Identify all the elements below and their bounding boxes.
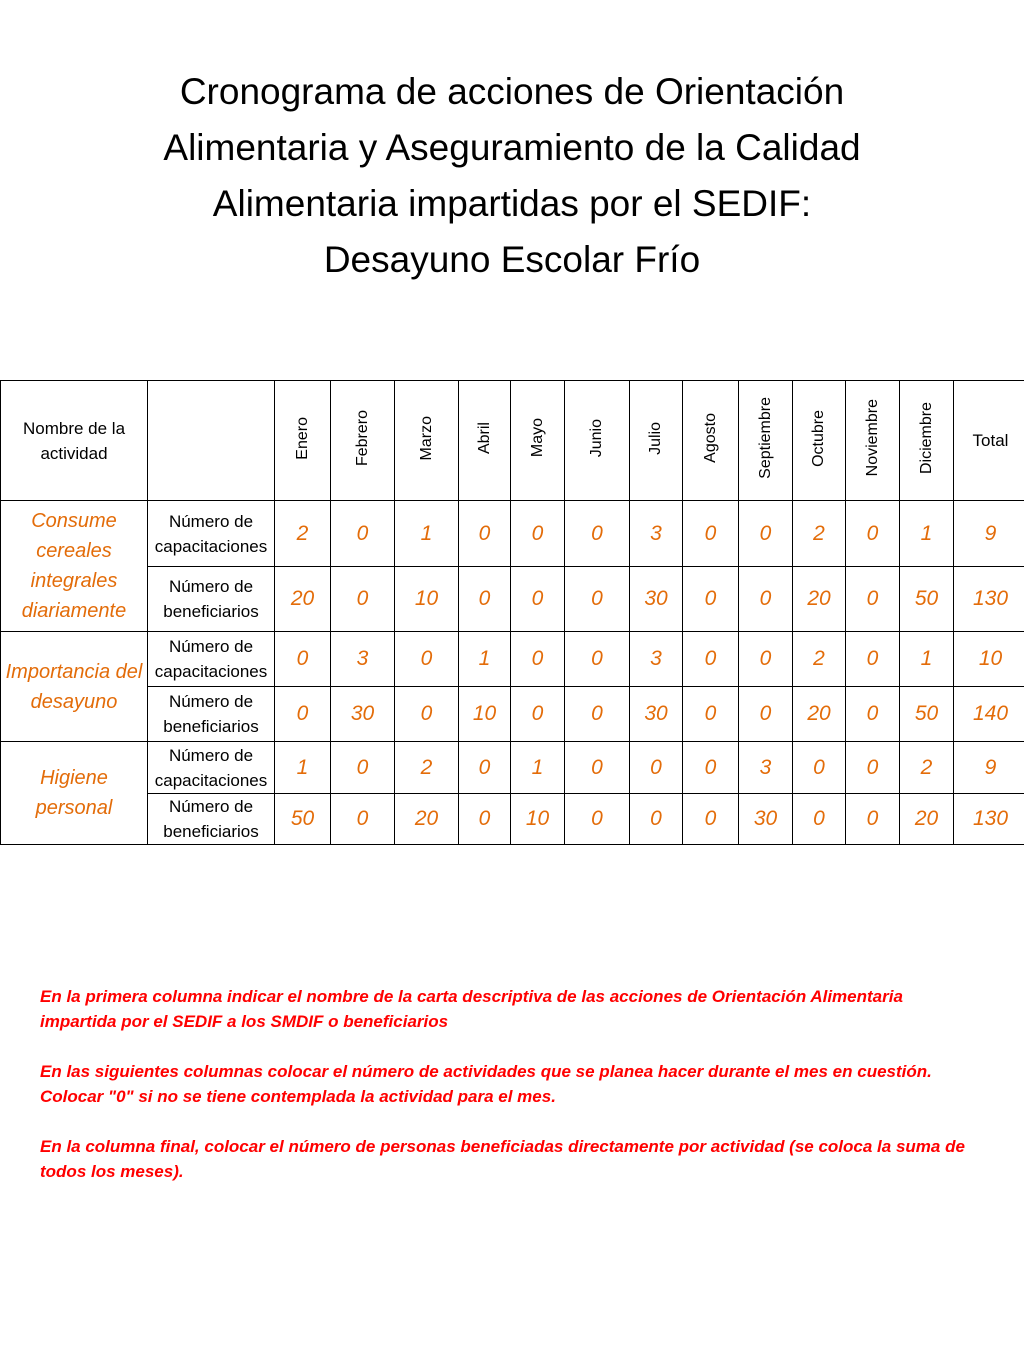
month-label: Septiembre: [756, 397, 774, 479]
month-value-cell: 2: [395, 742, 459, 794]
metric-label: Número de beneficiarios: [148, 794, 275, 845]
month-label: Octubre: [810, 409, 827, 467]
month-label: Diciembre: [917, 401, 935, 474]
month-value-cell: 0: [630, 742, 683, 794]
metric-label: Número de beneficiarios: [148, 567, 275, 632]
activity-name: Importancia del desayuno: [1, 632, 148, 742]
header-month: [275, 381, 331, 501]
month-value-cell: 0: [565, 687, 630, 742]
table-row: [1, 742, 1024, 794]
month-value-cell: 0: [565, 632, 630, 687]
month-value-cell: 20: [793, 567, 846, 632]
title-line: Alimentaria impartidas por el SEDIF:: [212, 183, 812, 224]
month-value-cell: 0: [846, 567, 900, 632]
month-value-cell: 0: [739, 687, 793, 742]
month-value-cell: 10: [395, 567, 459, 632]
activity-name: Consume cereales integrales diariamente: [1, 501, 148, 632]
month-value-cell: 50: [900, 567, 954, 632]
metric-label: Número de capacitaciones: [148, 501, 275, 567]
total-value-cell: 140: [954, 687, 1024, 742]
month-value-cell: 0: [565, 501, 630, 567]
month-value-cell: 20: [793, 687, 846, 742]
total-value-cell: 130: [954, 567, 1024, 632]
month-value-cell: 0: [739, 501, 793, 567]
month-value-cell: 0: [846, 794, 900, 845]
month-value-cell: 20: [275, 567, 331, 632]
month-label: Marzo: [417, 415, 435, 461]
title-line: Desayuno Escolar Frío: [323, 239, 701, 280]
month-value-cell: 0: [331, 567, 395, 632]
metric-label: Número de beneficiarios: [148, 687, 275, 742]
month-value-cell: 0: [683, 687, 739, 742]
header-month: [793, 381, 846, 501]
month-value-cell: 0: [459, 742, 511, 794]
schedule-table: [0, 380, 1024, 845]
header-month: [630, 381, 683, 501]
header-month: [395, 381, 459, 501]
month-label: Agosto: [701, 413, 719, 463]
month-value-cell: 0: [793, 742, 846, 794]
month-value-cell: 2: [275, 501, 331, 567]
month-value-cell: 0: [683, 567, 739, 632]
month-value-cell: 0: [459, 794, 511, 845]
month-value-cell: 50: [900, 687, 954, 742]
page-title: [40, 64, 984, 288]
header-month: [900, 381, 954, 501]
instructions-note: [40, 984, 984, 1209]
month-value-cell: 2: [900, 742, 954, 794]
table-row: [1, 632, 1024, 687]
table-row: [1, 501, 1024, 567]
month-label: Mayo: [528, 418, 546, 458]
month-label: Enero: [293, 416, 311, 460]
month-value-cell: 0: [511, 567, 565, 632]
month-value-cell: 2: [793, 501, 846, 567]
month-label: Junio: [588, 418, 605, 458]
note-paragraph: En la primera columna indicar el nombre de la carta descriptiva de las acciones de Orientación Alimentaria impartida por el SEDIF a los SMDIF o beneficiarios: [40, 987, 903, 1031]
month-value-cell: 1: [900, 501, 954, 567]
month-value-cell: 0: [565, 794, 630, 845]
month-value-cell: 0: [331, 742, 395, 794]
note-paragraph: En la columna final, colocar el número de personas beneficiadas directamente por actividad (se coloca la suma de todos los meses).: [40, 1137, 965, 1181]
month-value-cell: 0: [683, 794, 739, 845]
header-metric: [148, 381, 275, 501]
month-value-cell: 3: [331, 632, 395, 687]
header-month: [739, 381, 793, 501]
header-month: [331, 381, 395, 501]
month-value-cell: 3: [739, 742, 793, 794]
month-value-cell: 0: [565, 567, 630, 632]
table-row: [1, 567, 1024, 632]
month-value-cell: 0: [846, 632, 900, 687]
month-label: Abril: [475, 421, 493, 454]
title-line: Cronograma de acciones de Orientación: [179, 71, 845, 112]
month-value-cell: 0: [331, 794, 395, 845]
month-value-cell: 0: [683, 742, 739, 794]
month-value-cell: 20: [900, 794, 954, 845]
month-label: Julio: [647, 421, 664, 455]
month-value-cell: 0: [739, 632, 793, 687]
total-value-cell: 9: [954, 742, 1024, 794]
month-value-cell: 0: [683, 632, 739, 687]
header-month: [683, 381, 739, 501]
month-value-cell: 0: [275, 632, 331, 687]
total-value-cell: 10: [954, 632, 1024, 687]
table-body: [1, 501, 1024, 845]
month-value-cell: 0: [739, 567, 793, 632]
month-value-cell: 1: [395, 501, 459, 567]
month-value-cell: 30: [739, 794, 793, 845]
month-value-cell: 0: [331, 501, 395, 567]
month-value-cell: 0: [846, 742, 900, 794]
month-value-cell: 0: [793, 794, 846, 845]
month-value-cell: 30: [630, 687, 683, 742]
month-value-cell: 0: [275, 687, 331, 742]
header-month: [565, 381, 630, 501]
title-line: Alimentaria y Aseguramiento de la Calidad: [163, 127, 861, 168]
month-value-cell: 0: [846, 687, 900, 742]
header-month: [846, 381, 900, 501]
month-value-cell: 0: [395, 687, 459, 742]
table-row: [1, 687, 1024, 742]
header-month: [459, 381, 511, 501]
month-value-cell: 30: [331, 687, 395, 742]
total-value-cell: 9: [954, 501, 1024, 567]
header-total: Total: [954, 381, 1024, 501]
month-value-cell: 0: [511, 501, 565, 567]
month-value-cell: 0: [459, 567, 511, 632]
month-value-cell: 0: [459, 501, 511, 567]
month-value-cell: 0: [395, 632, 459, 687]
month-value-cell: 10: [459, 687, 511, 742]
month-value-cell: 20: [395, 794, 459, 845]
month-value-cell: 1: [275, 742, 331, 794]
note-paragraph: En las siguientes columnas colocar el número de actividades que se planea hacer durante el mes en cuestión. Colocar "0" si no se tiene contemplada la actividad para el mes.: [40, 1062, 932, 1106]
month-value-cell: 10: [511, 794, 565, 845]
month-label: Febrero: [353, 409, 371, 467]
metric-label: Número de capacitaciones: [148, 632, 275, 687]
month-value-cell: 1: [459, 632, 511, 687]
month-value-cell: 30: [630, 567, 683, 632]
month-value-cell: 0: [683, 501, 739, 567]
month-value-cell: 0: [565, 742, 630, 794]
month-value-cell: 0: [511, 632, 565, 687]
header-row: [1, 381, 1024, 501]
month-value-cell: 3: [630, 632, 683, 687]
month-value-cell: 3: [630, 501, 683, 567]
metric-label: Número de capacitaciones: [148, 742, 275, 794]
month-value-cell: 1: [511, 742, 565, 794]
month-value-cell: 2: [793, 632, 846, 687]
total-value-cell: 130: [954, 794, 1024, 845]
activity-name: Higiene personal: [1, 742, 148, 845]
header-month: [511, 381, 565, 501]
month-value-cell: 0: [630, 794, 683, 845]
header-activity-name: Nombre de la actividad: [1, 381, 148, 501]
month-value-cell: 1: [900, 632, 954, 687]
month-value-cell: 0: [846, 501, 900, 567]
month-value-cell: 50: [275, 794, 331, 845]
month-label: Noviembre: [863, 399, 881, 477]
month-value-cell: 0: [511, 687, 565, 742]
table-row: [1, 794, 1024, 845]
